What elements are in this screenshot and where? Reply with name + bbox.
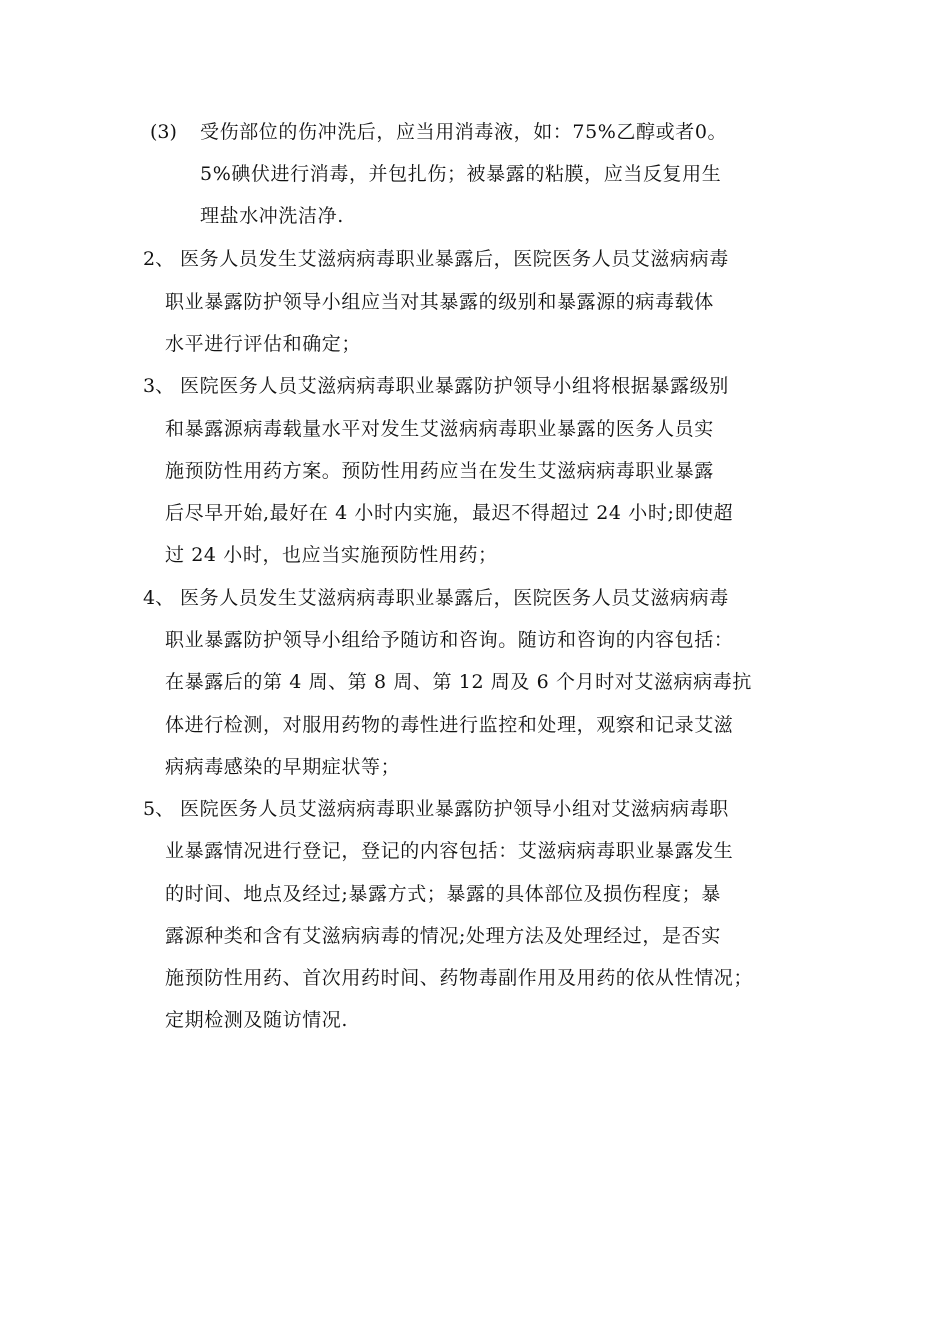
item-5-line-2: 业暴露情况进行登记，登记的内容包括：艾滋病病毒职业暴露发生 bbox=[165, 840, 734, 862]
item-5-line-6: 定期检测及随访情况. bbox=[165, 1009, 349, 1031]
item-3-line-3: 施预防性用药方案。预防性用药应当在发生艾滋病病毒职业暴露 bbox=[165, 460, 714, 482]
item-3-line-4: 后尽早开始,最好在 4 小时内实施，最迟不得超过 24 小时;即使超 bbox=[165, 502, 734, 524]
item-3-line-5: 过 24 小时，也应当实施预防性用药； bbox=[165, 544, 498, 566]
sub-item-line-2: 5%碘伏进行消毒，并包扎伤；被暴露的粘膜，应当反复用生 bbox=[200, 163, 722, 185]
item-2-number: 2、 bbox=[143, 248, 175, 270]
item-4-line-5: 病病毒感染的早期症状等； bbox=[165, 756, 401, 778]
item-5-line-4: 露源种类和含有艾滋病病毒的情况;处理方法及处理经过，是否实 bbox=[165, 925, 721, 947]
item-4-line-4: 体进行检测，对服用药物的毒性进行监控和处理，观察和记录艾滋 bbox=[165, 714, 734, 736]
item-4-line-3: 在暴露后的第 4 周、第 8 周、第 12 周及 6 个月时对艾滋病病毒抗 bbox=[165, 671, 752, 693]
item-5-line-3: 的时间、地点及经过;暴露方式；暴露的具体部位及损伤程度；暴 bbox=[165, 883, 721, 905]
item-3-line-1: 医院医务人员艾滋病病毒职业暴露防护领导小组将根据暴露级别 bbox=[180, 375, 729, 397]
sub-item-line-1: 受伤部位的伤冲洗后，应当用消毒液，如：75%乙醇或者0。 bbox=[200, 121, 728, 143]
item-4-line-2: 职业暴露防护领导小组给予随访和咨询。随访和咨询的内容包括： bbox=[165, 629, 734, 651]
item-2-line-1: 医务人员发生艾滋病病毒职业暴露后，医院医务人员艾滋病病毒 bbox=[180, 248, 729, 270]
sub-item-line-3: 理盐水冲洗洁净. bbox=[200, 205, 344, 227]
item-2-line-2: 职业暴露防护领导小组应当对其暴露的级别和暴露源的病毒载体 bbox=[165, 291, 714, 313]
item-3-line-2: 和暴露源病毒载量水平对发生艾滋病病毒职业暴露的医务人员实 bbox=[165, 418, 714, 440]
item-4-number: 4、 bbox=[143, 587, 175, 609]
item-2-line-3: 水平进行评估和确定； bbox=[165, 333, 362, 355]
item-5-number: 5、 bbox=[143, 798, 175, 820]
item-5-line-1: 医院医务人员艾滋病病毒职业暴露防护领导小组对艾滋病病毒职 bbox=[180, 798, 729, 820]
item-3-number: 3、 bbox=[143, 375, 175, 397]
item-4-line-1: 医务人员发生艾滋病病毒职业暴露后，医院医务人员艾滋病病毒 bbox=[180, 587, 729, 609]
sub-item-number: (3) bbox=[150, 121, 177, 143]
item-5-line-5: 施预防性用药、首次用药时间、药物毒副作用及用药的依从性情况； bbox=[165, 967, 754, 989]
